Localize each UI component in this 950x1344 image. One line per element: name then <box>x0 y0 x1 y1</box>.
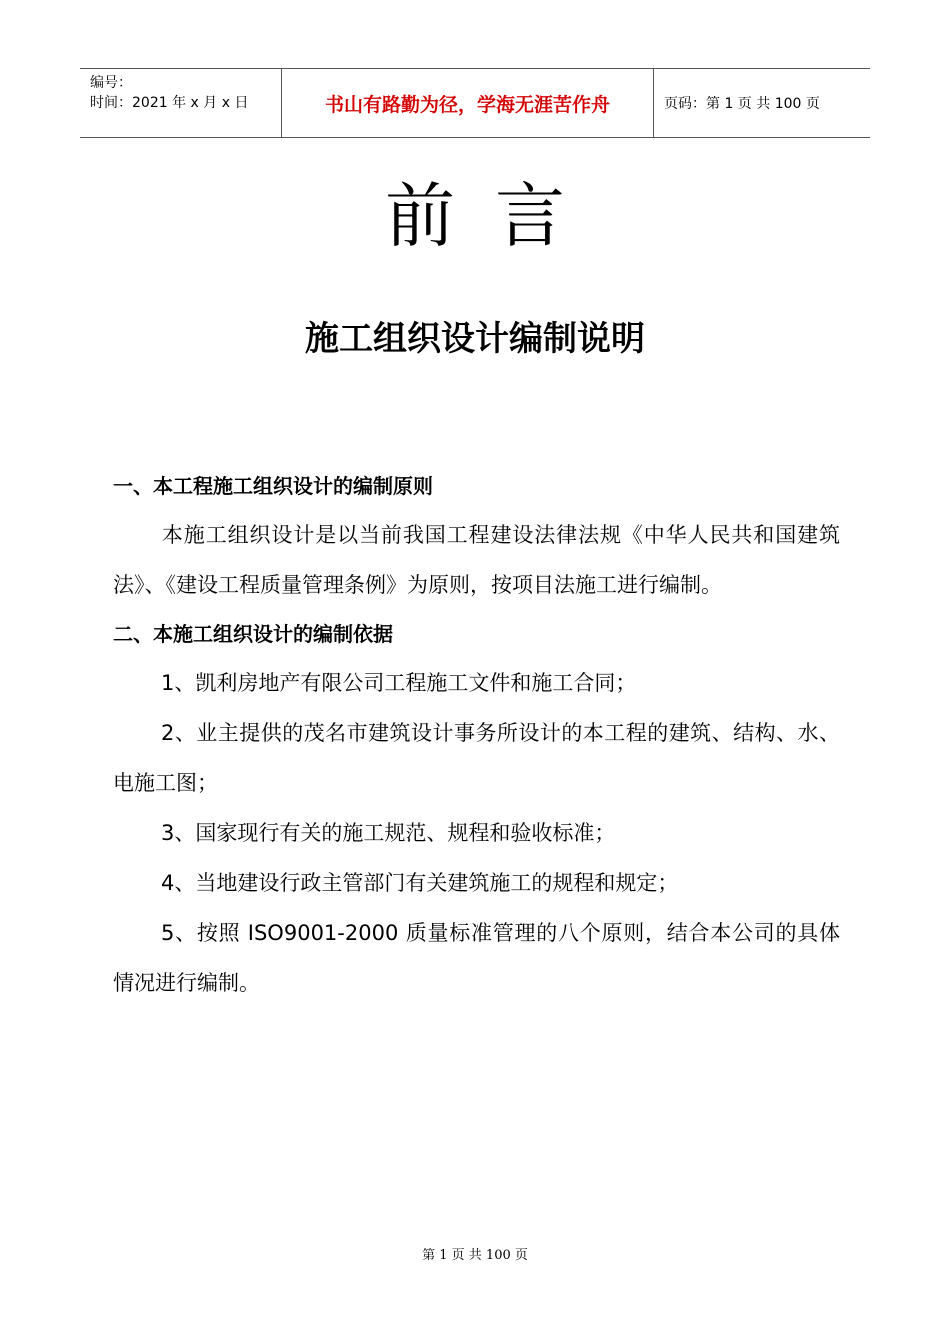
document-body <box>113 462 840 1008</box>
list-item-text: 1、凯利房地产有限公司工程施工文件和施工合同； <box>161 671 637 695</box>
list-item <box>113 858 840 908</box>
paragraph <box>113 510 840 610</box>
list-item <box>113 658 840 708</box>
document-date: 时间：2021 年 x 月 x 日 <box>90 95 249 111</box>
list-item-text: 5、按照 ISO9001-2000 质量标准管理的八个原则，结合本公司的具体情况进行编制。 <box>113 921 840 995</box>
header-motto: 书山有路勤为径，学海无涯苦作舟 <box>281 69 654 137</box>
list-item-text: 3、国家现行有关的施工规范、规程和验收标准； <box>161 821 616 845</box>
section-heading: 二、本施工组织设计的编制依据 <box>113 622 393 646</box>
header-meta-cell <box>80 69 281 137</box>
list-item-text: 4、当地建设行政主管部门有关建筑施工的规程和规定； <box>161 871 679 895</box>
section-heading: 一、本工程施工组织设计的编制原则 <box>113 474 433 498</box>
header-table <box>80 68 870 138</box>
list-item <box>113 708 840 808</box>
page-title: 前言 <box>385 175 605 257</box>
list-item <box>113 908 840 1008</box>
header-page-info: 页码：第 1 页 共 100 页 <box>664 96 820 112</box>
page-subtitle: 施工组织设计编制说明 <box>305 319 645 359</box>
page-footer: 第 1 页 共 100 页 <box>422 1248 528 1263</box>
paragraph-text: 本施工组织设计是以当前我国工程建设法律法规《中华人民共和国建筑法》、《建设工程质量管理条例》为原则，按项目法施工进行编制。 <box>113 523 840 597</box>
list-item <box>113 808 840 858</box>
document-number-label: 编号： <box>90 75 132 91</box>
list-item-text: 2、业主提供的茂名市建筑设计事务所设计的本工程的建筑、结构、水、电施工图； <box>113 721 840 795</box>
